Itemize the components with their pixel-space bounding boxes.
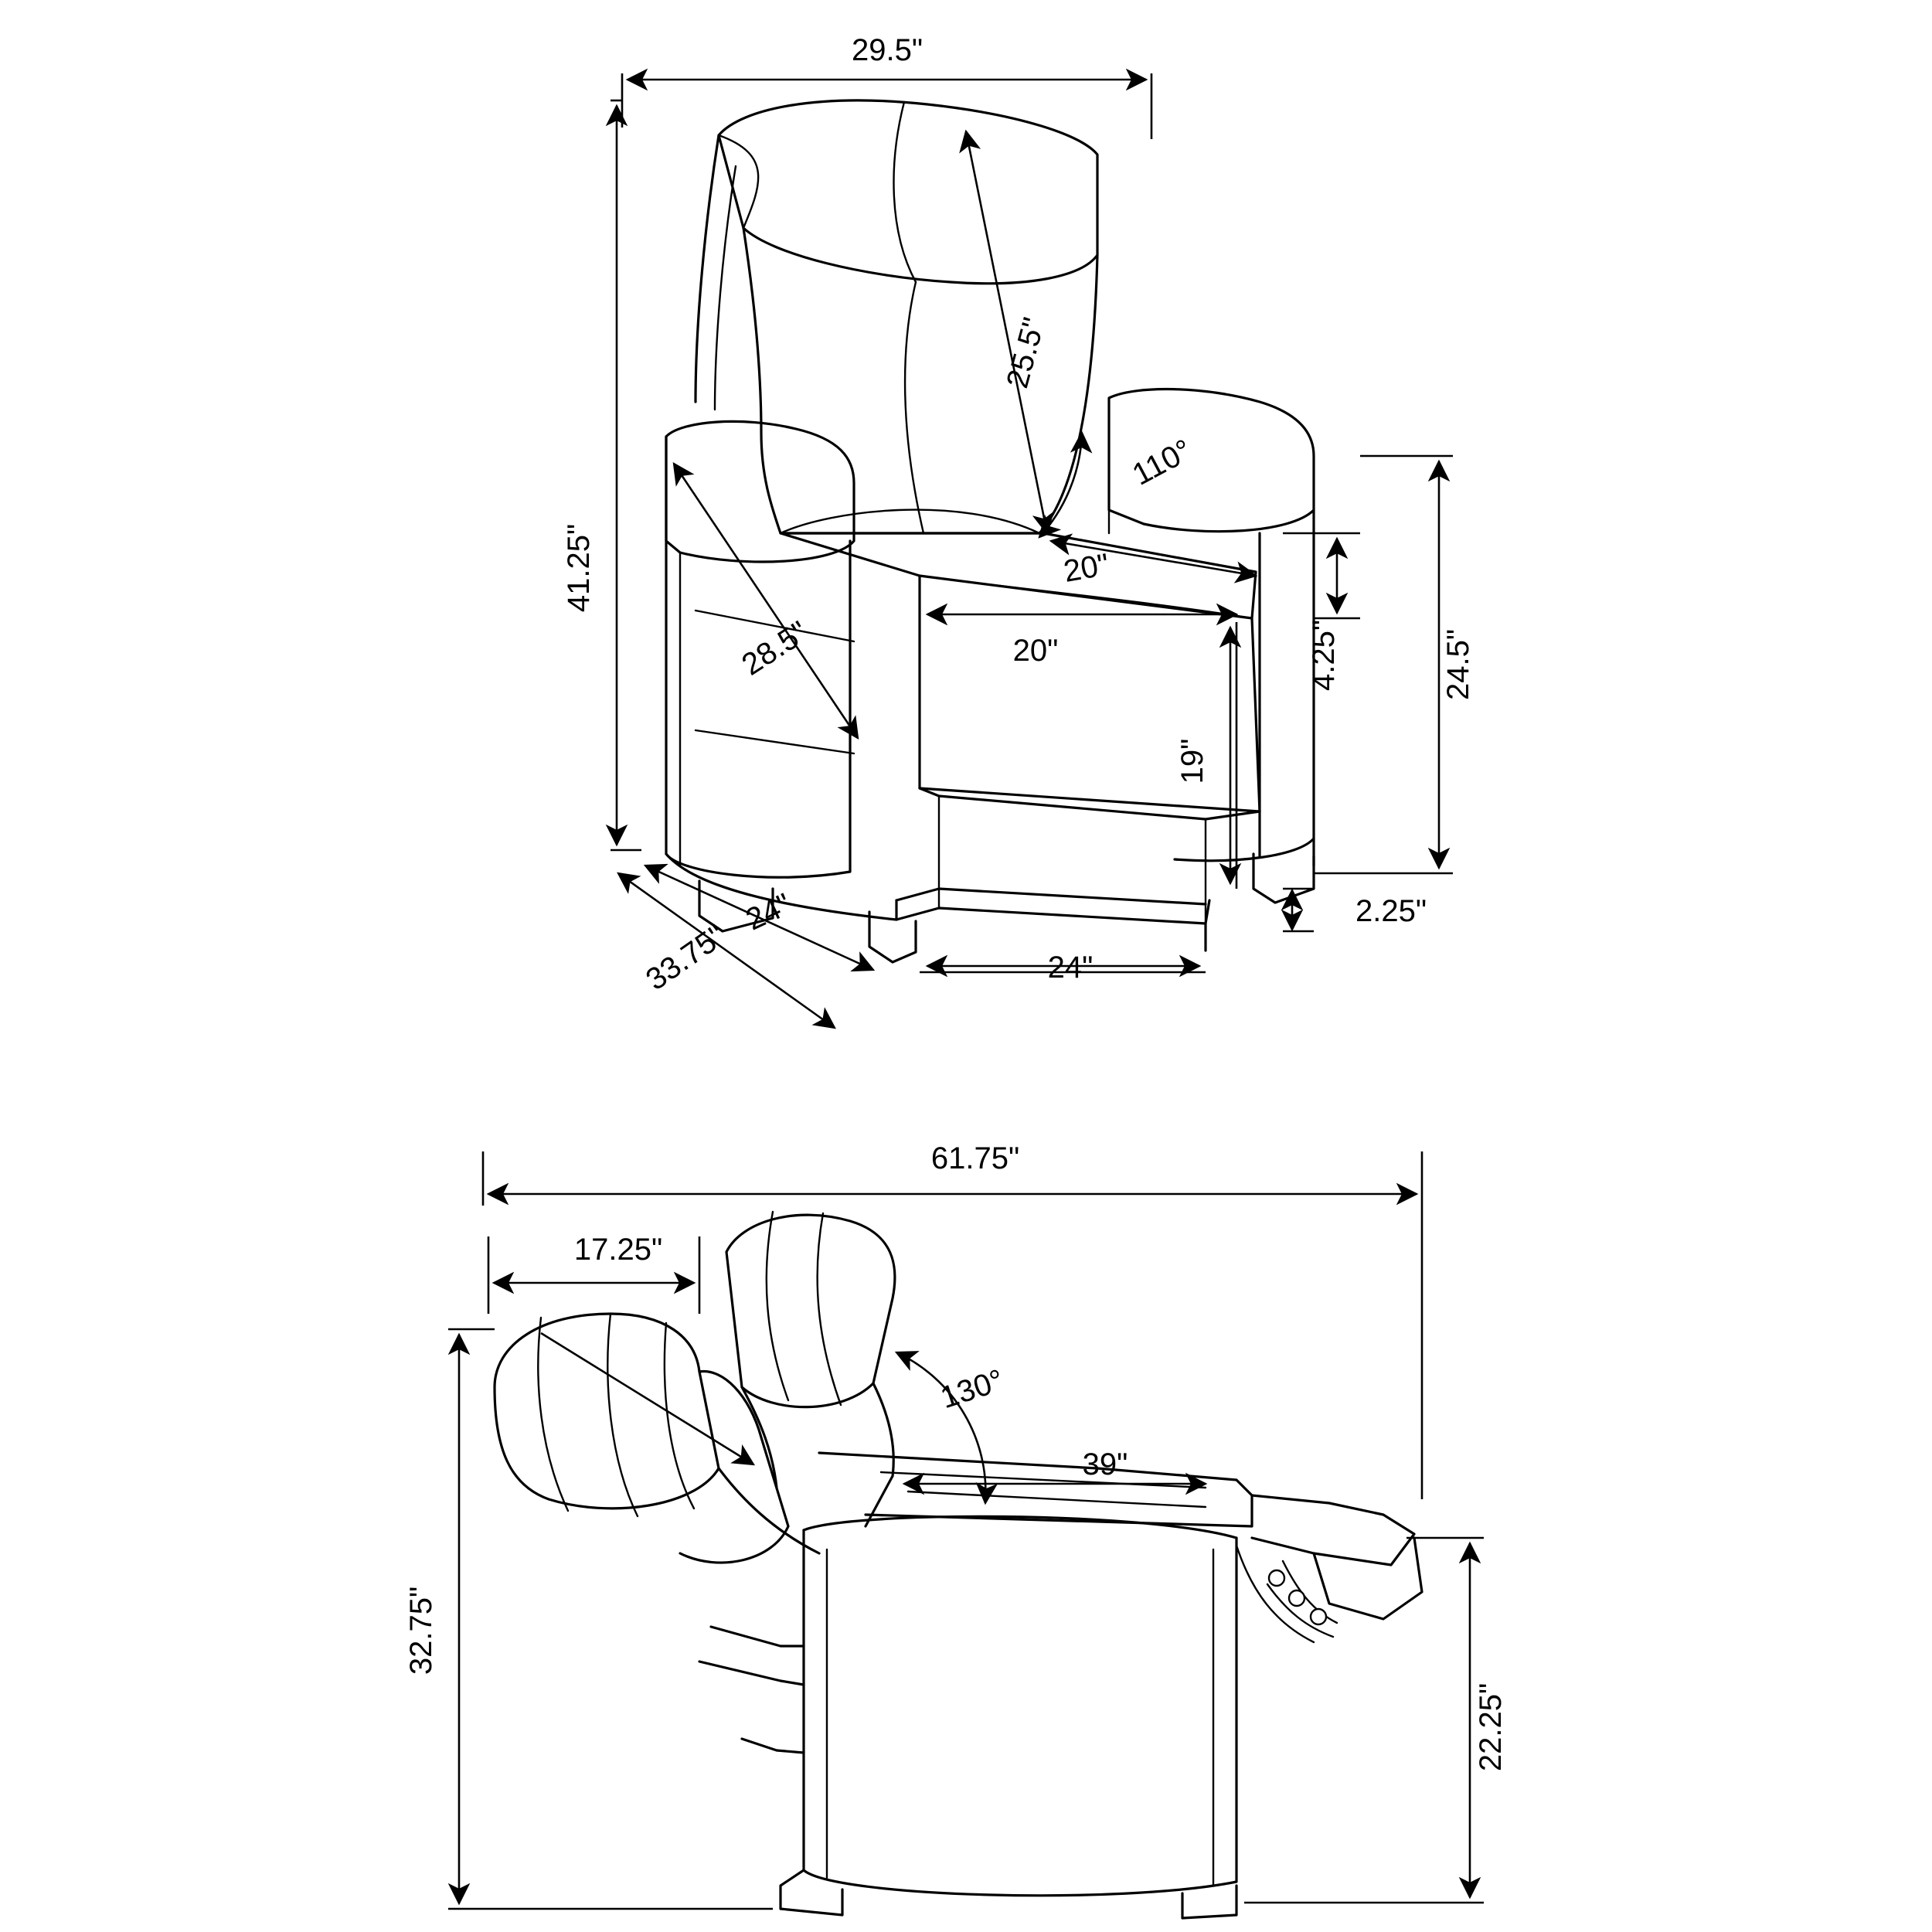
reclined-dimension-lines [448,1151,1484,1909]
reclined-chair-illustration [495,1212,1422,1918]
dim-overall-width: 29.5" [851,33,923,67]
dim-reclined-height: 32.75" [404,1586,438,1675]
dim-reclined-overall-length: 61.75" [930,1141,1020,1175]
dim-seat-depth-diagonal: 20" [1061,547,1112,589]
dim-seat-width-front: 24" [1047,951,1094,985]
dim-seat-depth: 20" [1012,634,1059,668]
dim-back-height: 25.5" [1000,314,1052,392]
dim-arm-height: 24.5" [1441,628,1475,701]
dim-leg-height: 2.25" [1355,894,1427,928]
dim-headrest-length: 17.25" [573,1233,663,1267]
dim-overall-height: 41.25" [562,523,596,613]
dim-arm-width: 4.25" [1307,619,1341,692]
dim-back-angle: 110° [1127,433,1198,492]
dim-seat-height: 19" [1175,738,1209,784]
dim-base-depth-diagonal: 24" [740,886,797,937]
dim-side-depth-diagonal: 28.5" [736,614,815,682]
dim-reclined-seat-length: 39" [1082,1447,1128,1481]
upright-chair-illustration [666,100,1314,962]
dim-overall-depth: 33.75" [640,918,732,998]
dim-recline-angle: 130° [936,1362,1009,1416]
dim-reclined-back-height: 22.25" [1474,1682,1508,1772]
upright-dimension-lines [611,73,1453,1028]
